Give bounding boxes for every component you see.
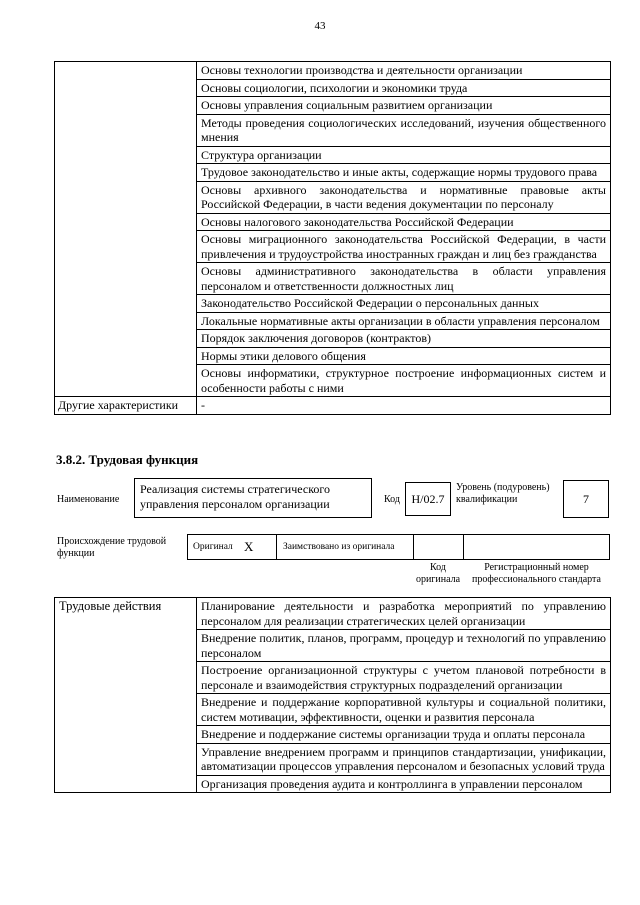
knowledge-item: Методы проведения социологических исследований, изучения общественного мнения [197,114,611,146]
knowledge-item: Основы административного законодательства в области управления персоналом и ответственности должностных лиц [197,263,611,295]
section-heading: 3.8.2. Трудовая функция [56,452,199,467]
orig-code-caption: Код оригинала [415,562,461,585]
knowledge-item: Основы социологии, психологии и экономики труда [197,79,611,97]
function-name-value: Реализация системы стратегического управления персоналом организации [140,482,331,511]
level-value: 7 [583,492,589,506]
action-item: Построение организационной структуры с учетом плановой потребности в персонале и взаимодействия структурных подразделений организации [197,662,611,694]
code-label: Код [384,494,400,505]
name-label: Наименование [57,494,120,505]
reg-number-cell [463,534,610,560]
origin-label: Происхождение трудовой функции [57,536,167,559]
page-number: 43 [314,20,326,32]
knowledge-item: Локальные нормативные акты организации в области управления персоналом [197,312,611,330]
original-mark: X [244,539,254,554]
code-box [405,482,451,516]
original-cell [187,534,277,560]
knowledge-item: Нормы этики делового общения [197,347,611,365]
original-code-cell [413,534,464,560]
knowledge-item: Основы налогового законодательства Российской Федерации [197,213,611,231]
action-item: Управление внедрением программ и принципов стандартизации, унификации, автоматизации процессов управления персоналом и безопасных условий труда [197,743,611,775]
original-label: Оригинал [193,542,233,552]
other-characteristics-value: - [197,397,611,415]
knowledge-item: Основы архивного законодательства и нормативные правовые акты Российской Федерации, в части ведения документации по персоналу [197,181,611,213]
other-characteristics-label: Другие характеристики [55,397,197,415]
knowledge-item: Порядок заключения договоров (контрактов) [197,330,611,348]
other-characteristics-row [55,397,611,415]
borrowed-cell [276,534,414,560]
action-item: Организация проведения аудита и контроллинга в управлении персоналом [197,775,611,793]
borrowed-label: Заимствовано из оригинала [283,542,395,552]
reg-number-caption: Регистрационный номер профессионального стандарта [472,562,601,585]
level-box [563,480,609,518]
knowledge-item: Структура организации [197,146,611,164]
knowledge-item: Трудовое законодательство и иные акты, содержащие нормы трудового права [197,164,611,182]
knowledge-item: Основы миграционного законодательства Российской Федерации, в части привлечения и трудоустройства иностранных граждан и лиц без гражданства [197,231,611,263]
actions-table [54,597,611,793]
action-item: Внедрение и поддержание системы организации труда и оплаты персонала [197,726,611,744]
knowledge-item: Основы информатики, структурное построение информационных систем и особенности работы с ними [197,365,611,397]
knowledge-row [55,62,611,80]
knowledge-item: Основы технологии производства и деятельности организации [197,62,611,80]
knowledge-item: Основы управления социальным развитием организации [197,97,611,115]
action-item: Внедрение и поддержание корпоративной культуры и социальной политики, систем мотивации, эффективности, оценки и развития персонала [197,694,611,726]
action-item: Планирование деятельности и разработка мероприятий по управлению персоналом для реализации стратегических целей организации [197,598,611,630]
function-name-box [134,478,372,518]
knowledge-table [54,61,611,415]
code-value: Н/02.7 [411,492,445,506]
actions-label: Трудовые действия [55,598,197,793]
knowledge-item: Законодательство Российской Федерации о персональных данных [197,295,611,313]
action-row [55,598,611,630]
level-label: Уровень (подуровень) квалификации [456,482,550,505]
knowledge-label-cell [55,62,197,397]
action-item: Внедрение политик, планов, программ, процедур и технологий по управлению персоналом [197,630,611,662]
